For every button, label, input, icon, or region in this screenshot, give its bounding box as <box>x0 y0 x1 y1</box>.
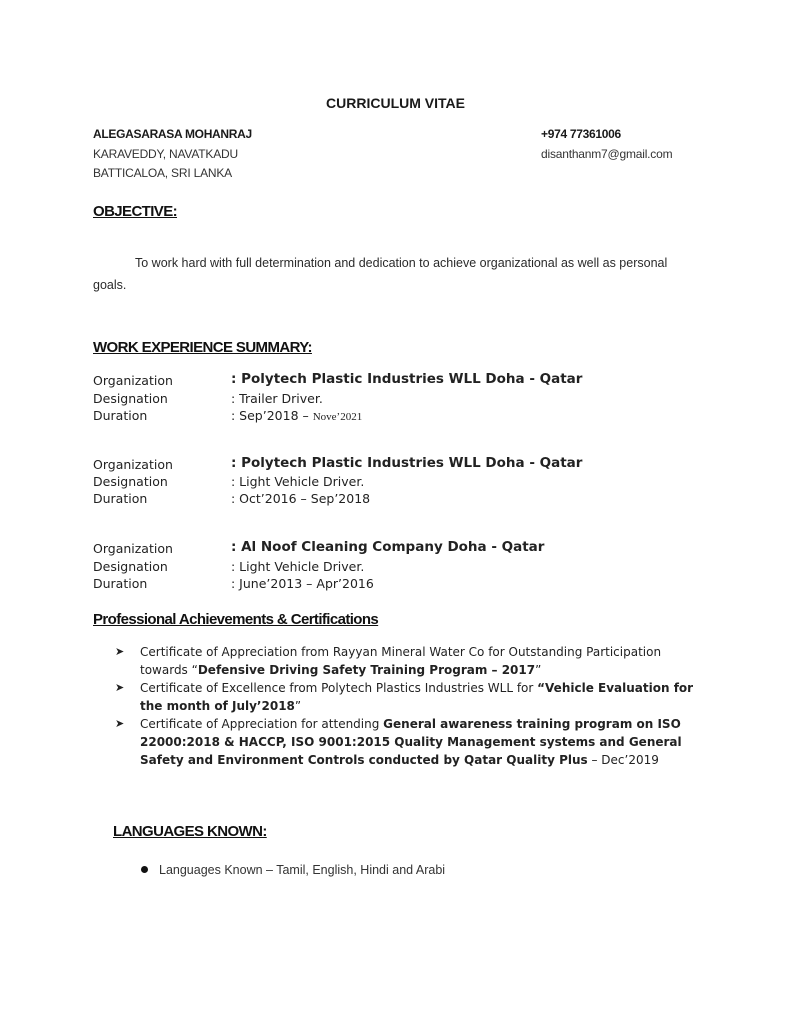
achievement-2-text: Certificate of Excellence from Polytech Plastics Industries WLL for <box>140 681 538 695</box>
achievement-2-bold: “Vehicle Evaluation for the month of July’2018 <box>140 681 694 713</box>
achievements-heading: Professional Achievements & Certifications <box>93 611 379 628</box>
achievement-1-bold: Defensive Driving Safety Training Program – 2017 <box>197 663 536 677</box>
achievement-1-end: ” <box>535 663 542 677</box>
objective-text <box>93 252 703 296</box>
candidate-name: ALEGASARASA MOHANRAJ <box>93 127 252 141</box>
languages-item: Languages Known – Tamil, English, Hindi and Arabi <box>159 863 446 877</box>
achievement-3-bold: General awareness training program on ISO 22000:2018 & HACCP, ISO 9001:2015 Quality Management systems and General Safety and Environment Controls conducted by Qatar Quality Plus <box>140 717 682 767</box>
phone-number: +974 77361006 <box>541 127 621 141</box>
achievement-3-text: Certificate of Appreciation for attending <box>140 717 384 731</box>
achievement-item <box>115 643 705 679</box>
job-1-duration <box>231 408 362 423</box>
objective-body: To work hard with full determination and dedication to achieve organizational as well as personal goals. <box>93 256 668 292</box>
job-2-duration-label: Duration <box>93 491 148 506</box>
job-2-organization: : Polytech Plastic Industries WLL Doha - Qatar <box>231 455 583 471</box>
achievement-3-end: – Dec’2019 <box>587 753 659 767</box>
job-1-organization-label: Organization <box>93 373 173 388</box>
job-3-organization: : Al Noof Cleaning Company Doha - Qatar <box>231 539 545 555</box>
address-line-1: KARAVEDDY, NAVATKADU <box>93 147 238 161</box>
arrow-bullet-icon: ➤ <box>115 645 125 658</box>
achievement-2-end: ” <box>294 699 302 713</box>
email-address: disanthanm7@gmail.com <box>541 147 673 161</box>
job-2-designation: : Light Vehicle Driver. <box>231 474 365 489</box>
document-title: CURRICULUM VITAE <box>326 95 465 111</box>
job-2-designation-label: Designation <box>93 474 168 489</box>
job-3-duration-label: Duration <box>93 576 148 591</box>
objective-heading: OBJECTIVE: <box>93 203 178 220</box>
job-1-duration-start: : Sep’2018 – <box>231 408 313 423</box>
job-1-organization: : Polytech Plastic Industries WLL Doha - Qatar <box>231 371 583 387</box>
job-2-organization-label: Organization <box>93 457 173 472</box>
achievement-item <box>115 715 705 769</box>
job-1-duration-end: Nove’2021 <box>312 411 363 423</box>
job-3-designation: : Light Vehicle Driver. <box>231 559 365 574</box>
job-3-organization-label: Organization <box>93 541 173 556</box>
job-1-designation: : Trailer Driver. <box>231 391 323 406</box>
job-3-duration: : June’2013 – Apr’2016 <box>231 576 374 591</box>
arrow-bullet-icon: ➤ <box>115 681 125 694</box>
job-3-designation-label: Designation <box>93 559 168 574</box>
achievement-item <box>115 679 705 715</box>
achievement-1-text: Certificate of Appreciation from Rayyan Mineral Water Co for Outstanding Participation towards “ <box>140 645 662 677</box>
job-1-designation-label: Designation <box>93 391 168 406</box>
address-line-2: BATTICALOA, SRI LANKA <box>93 166 232 180</box>
job-1-duration-label: Duration <box>93 408 148 423</box>
arrow-bullet-icon: ➤ <box>115 717 125 730</box>
job-2-duration: : Oct’2016 – Sep’2018 <box>231 491 371 506</box>
work-experience-heading: WORK EXPERIENCE SUMMARY: <box>93 339 312 356</box>
bullet-dot-icon <box>141 866 148 873</box>
languages-heading: LANGUAGES KNOWN: <box>113 823 267 840</box>
